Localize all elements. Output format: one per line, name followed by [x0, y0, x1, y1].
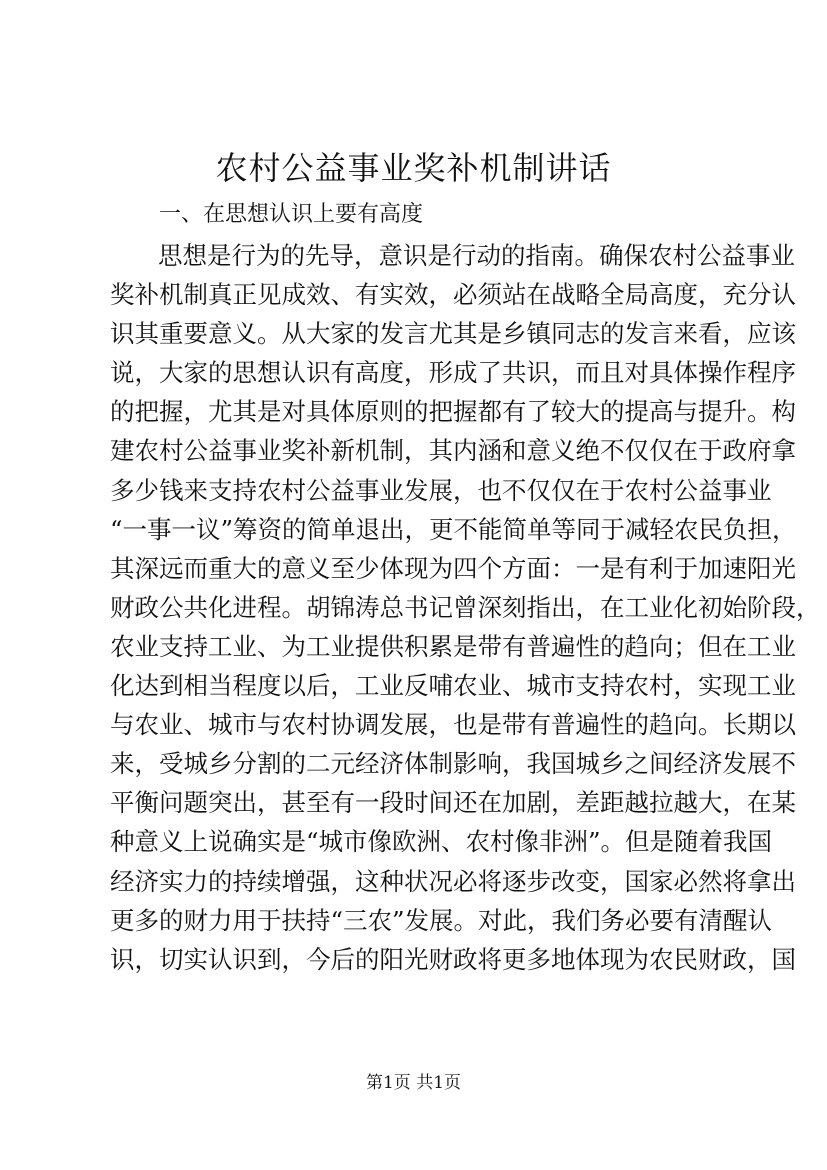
- text-line: 更多的财力用于扶持“三农”发展。对此，我们务必要有清醒认: [110, 905, 773, 935]
- text-line: 其深远而重大的意义至少体现为四个方面：一是有利于加速阳光: [110, 553, 796, 583]
- text-line: 化达到相当程度以后，工业反哺农业、城市支持农村，实现工业: [110, 671, 796, 701]
- text-line: 建农村公益事业奖补新机制，其内涵和意义绝不仅仅在于政府拿: [110, 436, 796, 466]
- text-line: 的把握，尤其是对具体原则的把握都有了较大的提高与提升。构: [110, 397, 796, 427]
- text-line: 多少钱来支持农村公益事业发展，也不仅仅在于农村公益事业: [110, 475, 772, 505]
- text-line: 识其重要意义。从大家的发言尤其是乡镇同志的发言来看，应该: [110, 319, 796, 349]
- page-number-footer: 第1页 共1页: [365, 1073, 462, 1093]
- section-heading: 一、在思想认识上要有高度: [159, 202, 424, 227]
- document-title: 农村公益事业奖补机制讲话: [215, 149, 612, 187]
- text-line: 经济实力的持续增强，这种状况必将逐步改变，国家必然将拿出: [110, 866, 796, 896]
- text-line: 与农业、城市与农村协调发展，也是带有普遍性的趋向。长期以: [110, 710, 796, 740]
- text-line: 种意义上说确实是“城市像欧洲、农村像非洲”。但是随着我国: [110, 827, 773, 857]
- body-text: [110, 236, 821, 979]
- text-line: 农业支持工业、为工业提供积累是带有普遍性的趋向；但在工业: [110, 631, 796, 661]
- text-line: 来，受城乡分割的二元经济体制影响，我国城乡之间经济发展不: [110, 749, 796, 779]
- text-line: 奖补机制真正见成效、有实效，必须站在战略全局高度，充分认: [110, 280, 796, 310]
- text-line: 财政公共化进程。胡锦涛总书记曾深刻指出，在工业化初始阶段，: [110, 592, 821, 622]
- text-line: “一事一议”筹资的简单退出，更不能简单等同于减轻农民负担，: [110, 514, 797, 544]
- text-line: 思想是行为的先导，意识是行动的指南。确保农村公益事业: [158, 241, 795, 270]
- text-line: 说，大家的思想认识有高度，形成了共识，而且对具体操作程序: [110, 358, 796, 388]
- text-line: 平衡问题突出，甚至有一段时间还在加剧，差距越拉越大，在某: [110, 788, 796, 818]
- text-line: 识，切实认识到，今后的阳光财政将更多地体现为农民财政，国: [110, 944, 796, 974]
